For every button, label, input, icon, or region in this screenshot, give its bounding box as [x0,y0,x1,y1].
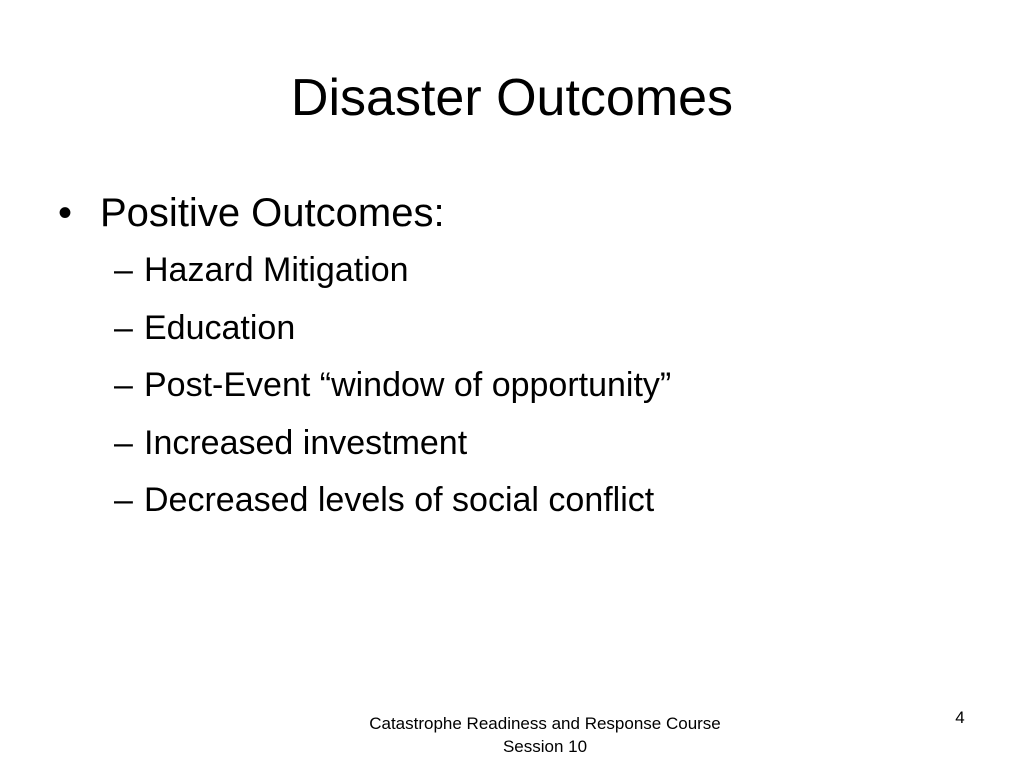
bullet-positive-outcomes [58,184,988,242]
sub-bullet-marker: – [114,251,133,289]
sub-bullet-marker: – [114,366,133,404]
sub-bullet-list [58,242,988,530]
sub-bullet-item [114,300,988,358]
sub-bullet-item [114,415,988,473]
sub-bullet-marker: – [114,481,133,519]
sub-bullet-marker: – [114,308,133,347]
footer-session: Session 10 [502,737,588,756]
slide-title: Disaster Outcomes [290,69,734,127]
bullet-marker: • [58,191,73,235]
slide-footer [310,712,780,758]
sub-bullet-text: Decreased levels of social conflict [144,481,655,519]
slide-content [58,184,988,530]
page-number: 4 [955,708,965,727]
sub-bullet-text: Increased investment [144,423,468,462]
sub-bullet-text: Post-Event “window of opportunity” [144,366,672,404]
sub-bullet-item [114,472,988,530]
footer-course-title: Catastrophe Readiness and Response Course [369,714,721,733]
sub-bullet-text: Education [144,308,296,347]
sub-bullet-text: Hazard Mitigation [144,251,409,289]
bullet-text: Positive Outcomes: [100,191,445,235]
sub-bullet-item [114,242,988,300]
sub-bullet-item [114,357,988,415]
sub-bullet-marker: – [114,423,133,462]
